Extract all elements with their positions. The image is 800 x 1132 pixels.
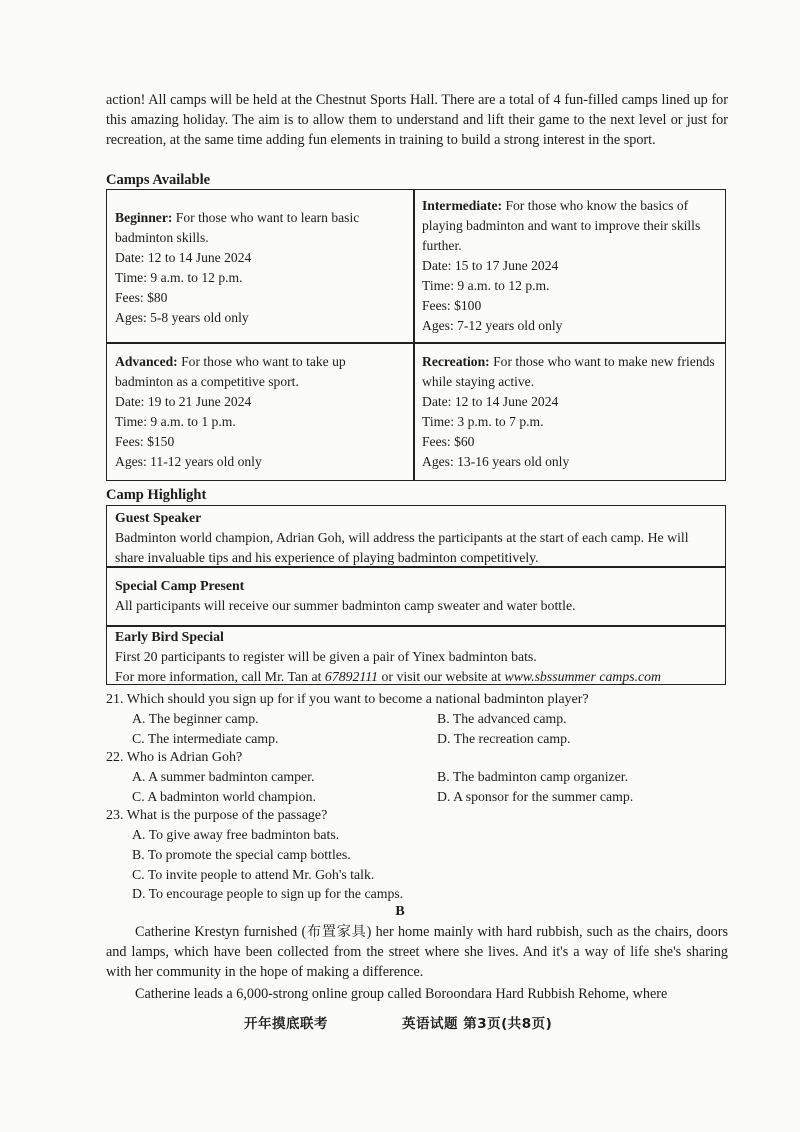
question-option: A. A summer badminton camper. — [132, 769, 315, 784]
camp-label: Intermediate: — [422, 198, 503, 213]
highlight-heading: Camp Highlight — [106, 487, 207, 503]
question-option: B. To promote the special camp bottles. — [132, 847, 351, 862]
question-option: C. The intermediate camp. — [132, 731, 279, 746]
question-option: C. A badminton world champion. — [132, 789, 316, 804]
highlight-text: First 20 participants to register will be given a pair of Yinex badminton bats. — [115, 649, 537, 664]
camp-date: Date: 15 to 17 June 2024 — [422, 258, 559, 273]
contact-prefix: For more information, call Mr. Tan at — [115, 669, 322, 684]
question-option: D. A sponsor for the summer camp. — [437, 789, 634, 804]
question-option: A. The beginner camp. — [132, 711, 259, 726]
camp-desc: For those who want to make new friends while staying active. — [422, 354, 715, 389]
camp-time: Time: 9 a.m. to 12 p.m. — [422, 278, 550, 293]
highlight-box — [106, 505, 726, 685]
question-stem: 22. Who is Adrian Goh? — [106, 750, 243, 765]
passage-b-paragraph: Catherine leads a 6,000-strong online group called Boroondara Hard Rubbish Rehome, where — [135, 986, 668, 1002]
contact-mid: or visit our website at — [381, 669, 502, 684]
camp-fees: Fees: $100 — [422, 298, 482, 313]
camp-time: Time: 9 a.m. to 12 p.m. — [115, 270, 243, 285]
question-stem: 23. What is the purpose of the passage? — [106, 808, 328, 823]
section-b-heading: B — [395, 904, 405, 919]
question-option: C. To invite people to attend Mr. Goh's talk. — [132, 867, 375, 882]
highlight-divider — [107, 566, 725, 568]
camps-table — [106, 189, 726, 481]
highlight-title: Special Camp Present — [115, 578, 245, 593]
footer-exam-name: 开年摸底联考 — [244, 1016, 328, 1032]
camp-cell-beginner — [107, 208, 413, 328]
highlight-camp-present — [107, 576, 725, 616]
camp-cell-recreation — [414, 352, 725, 472]
question-option: B. The advanced camp. — [437, 711, 567, 726]
camp-label: Recreation: — [422, 354, 490, 369]
camp-time: Time: 9 a.m. to 1 p.m. — [115, 414, 236, 429]
highlight-text: Badminton world champion, Adrian Goh, will address the participants at the start of each camp. He will share invaluable tips and his experience of playing badminton competitively. — [115, 530, 689, 565]
question-stem: 21. Which should you sign up for if you want to become a national badminton player? — [106, 692, 589, 707]
question-option: A. To give away free badminton bats. — [132, 827, 340, 842]
camp-fees: Fees: $80 — [115, 290, 168, 305]
camp-desc: For those who know the basics of playing badminton and want to improve their skills further. — [422, 198, 701, 253]
camp-desc: For those who want to take up badminton as a competitive sport. — [115, 354, 346, 389]
camp-ages: Ages: 13-16 years old only — [422, 454, 570, 469]
camp-cell-advanced — [107, 352, 413, 472]
camp-cell-intermediate — [414, 196, 725, 336]
highlight-guest-speaker — [107, 508, 725, 568]
camp-ages: Ages: 11-12 years old only — [115, 454, 262, 469]
website-link[interactable]: www.sbssummer camps.com — [504, 669, 662, 684]
camp-fees: Fees: $60 — [422, 434, 475, 449]
question-option: B. The badminton camp organizer. — [437, 769, 629, 784]
footer-page-info: 英语试题 第3页(共8页) — [402, 1016, 553, 1032]
camp-date: Date: 12 to 14 June 2024 — [422, 394, 559, 409]
camp-desc: For those who want to learn basic badminton skills. — [115, 210, 360, 245]
intro-paragraph: action! All camps will be held at the Chestnut Sports Hall. There are a total of 4 fun-filled camps lined up for this amazing holiday. The aim is to allow them to understand and lift their game to the next level or just for recreation, at the same time adding fun elements in training to build a strong interest in the sport. — [106, 92, 728, 148]
camp-ages: Ages: 7-12 years old only — [422, 318, 563, 333]
phone-number: 67892111 — [324, 669, 379, 684]
question-option: D. To encourage people to sign up for the camps. — [132, 886, 404, 901]
contact-line — [115, 667, 717, 687]
camp-date: Date: 12 to 14 June 2024 — [115, 250, 252, 265]
highlight-text: All participants will receive our summer badminton camp sweater and water bottle. — [115, 598, 576, 613]
camp-ages: Ages: 5-8 years old only — [115, 310, 249, 325]
camp-time: Time: 3 p.m. to 7 p.m. — [422, 414, 544, 429]
camp-date: Date: 19 to 21 June 2024 — [115, 394, 252, 409]
camp-label: Advanced: — [115, 354, 178, 369]
camp-fees: Fees: $150 — [115, 434, 175, 449]
question-option: D. The recreation camp. — [437, 731, 571, 746]
table-divider-horizontal — [107, 342, 725, 344]
highlight-early-bird — [107, 627, 725, 687]
camp-label: Beginner: — [115, 210, 173, 225]
camps-heading: Camps Available — [106, 172, 211, 188]
highlight-title: Guest Speaker — [115, 510, 202, 525]
highlight-title: Early Bird Special — [115, 629, 224, 644]
passage-b-paragraph: Catherine Krestyn furnished (布置家具) her home mainly with hard rubbish, such as the chairs, doors and lamps, which have been collected from the street where she lives. And it's a way of life she's sharing with her community in the hope of making a difference. — [106, 924, 728, 980]
